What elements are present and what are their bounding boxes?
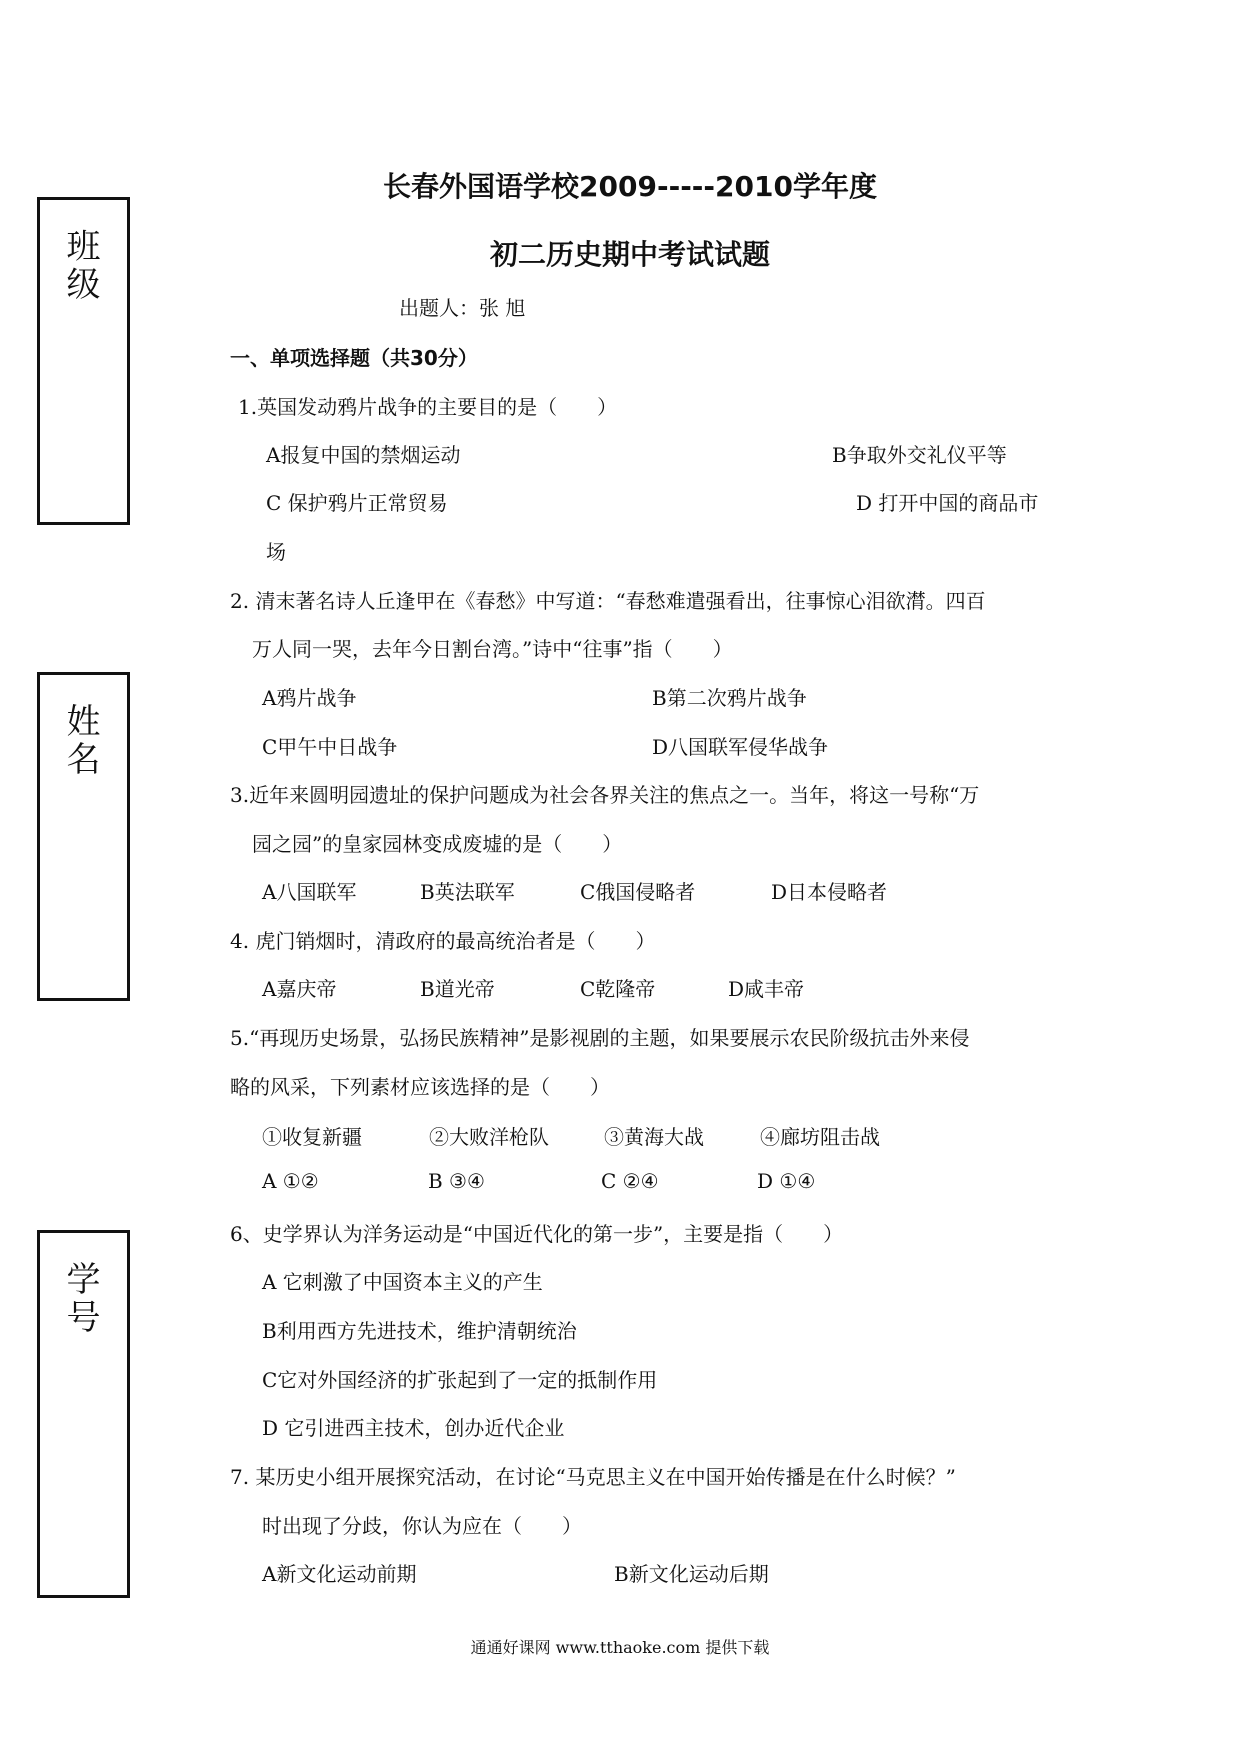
question-3-option-d: D日本侵略者 — [771, 880, 888, 904]
question-4-option-a: A嘉庆帝 — [262, 977, 337, 1001]
question-2-option-d: D八国联军侵华战争 — [652, 735, 829, 759]
question-4-option-b: B道光帝 — [420, 977, 495, 1001]
question-4-stem: 4. 虎门销烟时，清政府的最高统治者是（ ） — [230, 929, 656, 953]
question-5-option-c: C ②④ — [601, 1169, 659, 1193]
question-5-line-1: 5.“再现历史场景，弘扬民族精神”是影视剧的主题，如果要展示农民阶级抗击外来侵 — [230, 1026, 970, 1050]
name-field-box — [37, 672, 130, 1001]
question-4-option-d: D咸丰帝 — [728, 977, 805, 1001]
question-6-option-b: B利用西方先进技术，维护清朝统治 — [262, 1319, 577, 1343]
question-5-line-2: 略的风采，下列素材应该选择的是（ ） — [230, 1075, 610, 1099]
question-5-material-3: ③黄海大战 — [604, 1125, 704, 1149]
question-7-option-b: B新文化运动后期 — [614, 1562, 769, 1586]
question-3-option-c: C俄国侵略者 — [580, 880, 696, 904]
question-3-line-1: 3.近年来圆明园遗址的保护问题成为社会各界关注的焦点之一。当年，将这一号称“万 — [230, 783, 980, 807]
question-7-line-1: 7. 某历史小组开展探究活动，在讨论“马克思主义在中国开始传播是在什么时候？” — [230, 1465, 956, 1489]
question-2-option-c: C甲午中日战争 — [262, 735, 398, 759]
section-heading: 一、单项选择题（共30分） — [230, 346, 478, 370]
question-5-option-a: A ①② — [262, 1169, 319, 1193]
question-6-option-a: A 它刺激了中国资本主义的产生 — [262, 1270, 543, 1294]
question-1-option-d: D 打开中国的商品市 — [856, 491, 1039, 515]
question-1-stem: 1.英国发动鸦片战争的主要目的是（ ） — [238, 395, 618, 419]
question-2-line-1: 2. 清末著名诗人丘逢甲在《春愁》中写道：“春愁难遣强看出，往事惊心泪欲潸。四百 — [230, 589, 986, 613]
question-1-option-c: C 保护鸦片正常贸易 — [266, 491, 448, 515]
question-4-option-c: C乾隆帝 — [580, 977, 656, 1001]
question-7-line-2: 时出现了分歧，你认为应在（ ） — [262, 1514, 582, 1538]
student-id-label: 学 号 — [66, 1260, 101, 1338]
question-5-option-d: D ①④ — [757, 1169, 816, 1193]
question-2-option-b: B第二次鸦片战争 — [652, 686, 807, 710]
question-2-line-2: 万人同一哭，去年今日割台湾。”诗中“往事”指（ ） — [252, 637, 733, 661]
question-5-option-b: B ③④ — [428, 1169, 485, 1193]
question-6-option-c: C它对外国经济的扩张起到了一定的抵制作用 — [262, 1368, 658, 1392]
page-title: 长春外国语学校2009-----2010学年度 — [383, 170, 877, 203]
class-label: 班 级 — [66, 227, 101, 305]
question-1-option-a: A报复中国的禁烟运动 — [266, 443, 461, 467]
question-5-material-1: ①收复新疆 — [262, 1125, 362, 1149]
question-3-line-2: 园之园”的皇家园林变成废墟的是（ ） — [252, 832, 623, 856]
page-subtitle: 初二历史期中考试试题 — [489, 238, 770, 271]
question-6-option-d: D 它引进西主技术，创办近代企业 — [262, 1416, 565, 1440]
name-label: 姓 名 — [66, 702, 101, 780]
footer-download-note: 通通好课网 www.tthaoke.com 提供下载 — [470, 1638, 770, 1657]
question-1-option-b: B争取外交礼仪平等 — [832, 443, 1007, 467]
student-id-field-box — [37, 1230, 130, 1598]
question-2-option-a: A鸦片战争 — [262, 686, 357, 710]
question-1-option-d-continued: 场 — [266, 540, 286, 564]
question-3-option-b: B英法联军 — [420, 880, 515, 904]
question-3-option-a: A八国联军 — [262, 880, 357, 904]
question-5-material-2: ②大败洋枪队 — [429, 1125, 549, 1149]
author-line: 出题人：张 旭 — [399, 296, 526, 320]
question-6-stem: 6、史学界认为洋务运动是“中国近代化的第一步”，主要是指（ ） — [230, 1222, 844, 1246]
question-7-option-a: A新文化运动前期 — [262, 1562, 417, 1586]
question-5-material-4: ④廊坊阻击战 — [760, 1125, 880, 1149]
